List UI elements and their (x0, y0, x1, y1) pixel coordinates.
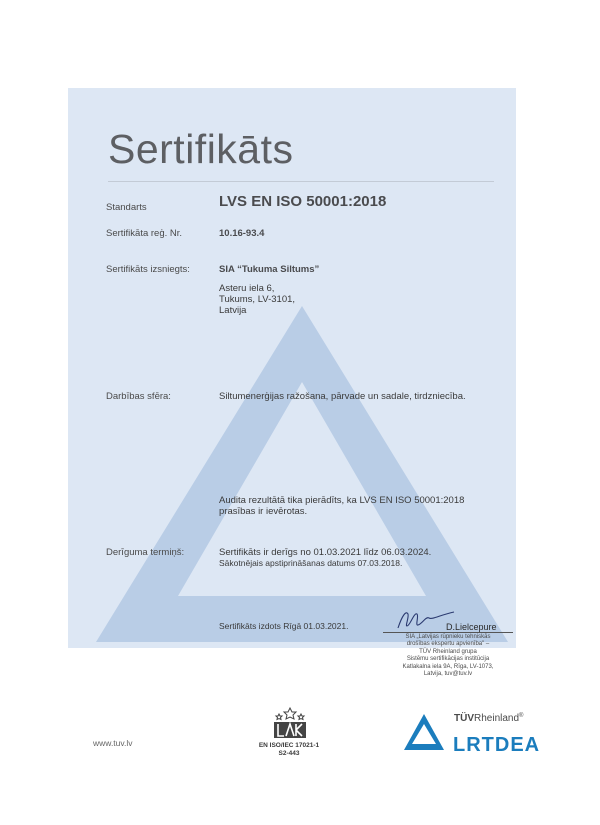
issued-place-date: Sertifikāts izdots Rīgā 01.03.2021. (219, 621, 349, 631)
validity-label: Derīguma termiņš: (106, 547, 185, 558)
tuv-rheinland-wordmark (454, 713, 523, 724)
signatory-name: D.Lielcepure (446, 622, 497, 632)
issuer-line: drošības ekspertu apvienība" – (406, 641, 490, 648)
accreditation-line: EN ISO/IEC 17021-1 (258, 742, 320, 749)
issuer-line: Katlakalna iela 9A, Rīga, LV-1073, (402, 663, 494, 670)
validity-statement (219, 547, 431, 569)
reg-number-value: 10.16-93.4 (219, 228, 265, 239)
address-line: Asteru iela 6, (219, 283, 275, 294)
accreditation-text (248, 742, 330, 758)
address-line: Latvija (219, 305, 247, 316)
lrtdea-brand: LRTDEA (453, 734, 541, 756)
audit-line: Audita rezultātā tika pierādīts, ka LVS EN ISO 50001:2018 (219, 495, 465, 506)
signature-line (383, 632, 513, 633)
validity-line: Sertifikāts ir derīgs no 01.03.2021 līdz 06.03.2024. (219, 547, 432, 558)
website-link[interactable]: www.tuv.lv (93, 738, 133, 748)
audit-line: prasības ir ievērotas. (219, 506, 308, 517)
certificate-title: Sertifikāts (108, 126, 294, 172)
tuv-wordmark-rest: Rheinland (474, 713, 520, 724)
reg-number-label: Sertifikāta reģ. Nr. (106, 228, 183, 239)
company-address (219, 283, 295, 316)
validity-line: Sākotnējais apstiprināšanas datums 07.03.2018. (219, 558, 403, 568)
accreditation-line: S2-443 (278, 750, 300, 757)
issuer-line: TÜV Rheinland grupa (419, 648, 477, 655)
tuv-wordmark-bold: TÜV (454, 713, 474, 724)
standard-label: Standarts (106, 202, 147, 213)
issuer-line: Sistēmu sertifikācijas institūcija (406, 656, 490, 663)
registered-mark: ® (519, 713, 524, 719)
issuer-organization (374, 634, 522, 678)
issuer-line: SIA „Latvijas rūpnieku tehniskās (405, 634, 491, 640)
scope-label: Darbības sfēra: (106, 391, 171, 402)
company-name: SIA “Tukuma Siltums” (219, 264, 320, 275)
lak-accreditation-logo-icon (270, 706, 310, 742)
issuer-line: Latvija, tuv@tuv.lv (423, 671, 473, 678)
scope-value: Siltumenerģijas ražošana, pārvade un sadale, tirdzniecība. (219, 391, 466, 402)
title-divider (108, 181, 494, 182)
standard-value: LVS EN ISO 50001:2018 (219, 193, 387, 210)
audit-statement (219, 495, 464, 517)
issued-to-label: Sertifikāts izsniegts: (106, 264, 190, 275)
address-line: Tukums, LV-3101, (219, 294, 296, 305)
tuv-triangle-logo-icon (402, 712, 446, 752)
